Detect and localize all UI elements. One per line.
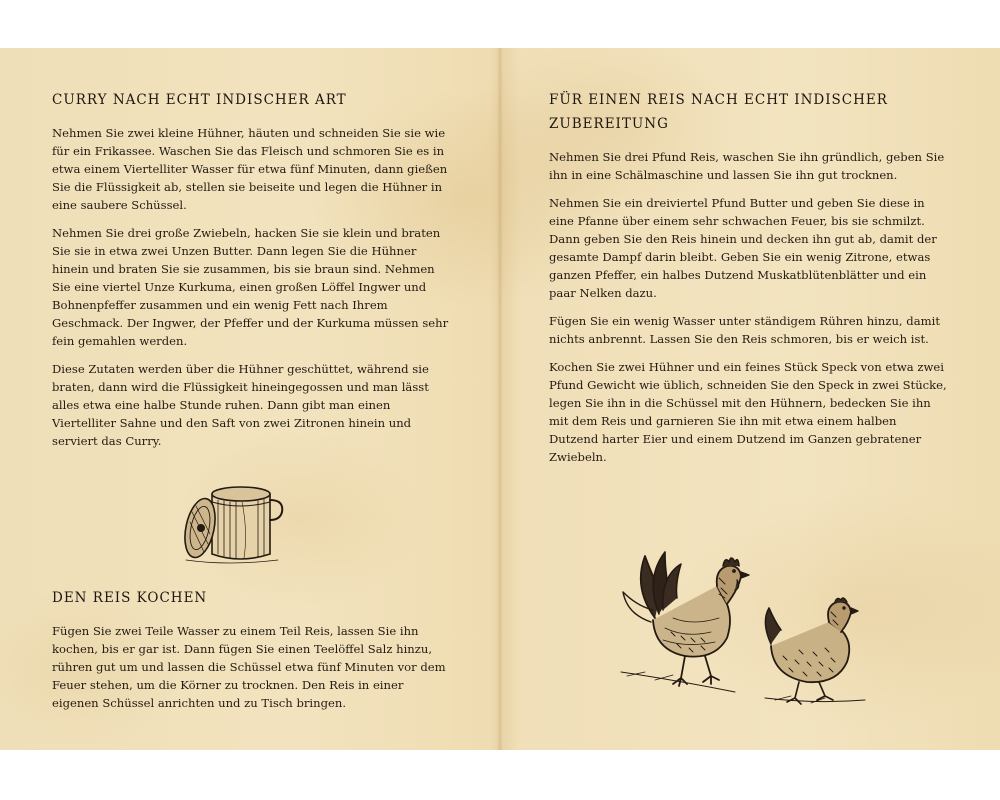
indian-rice-paragraph-3: Fügen Sie ein wenig Wasser unter ständigem Rühren hinzu, damit nichts anbrennt. Lassen Sie den Reis schmoren, bis er weich ist. [549, 314, 940, 346]
recipe-title-indian-rice: FÜR EINEN REIS NACH ECHT INDISCHER ZUBEREITUNG [549, 92, 888, 132]
indian-rice-paragraph-1: Nehmen Sie drei Pfund Reis, waschen Sie ihn gründlich, geben Sie ihn in eine Schälmaschine und lassen Sie ihn gut trocknen. [549, 150, 945, 182]
left-page-rice-section [52, 586, 452, 722]
rooster-and-hen-icon [615, 548, 885, 718]
curry-paragraph-1: Nehmen Sie zwei kleine Hühner, häuten und schneiden Sie sie wie für ein Frikassee. Waschen Sie das Fleisch und schmoren Sie es in etwa einem Viertelliter Wasser für etwa fünf Minuten, dann gießen Sie die Flüssigkeit ab, stellen sie beiseite und legen die Hühner in eine saubere Schüssel. [52, 126, 448, 212]
book-spread [0, 48, 1000, 750]
curry-paragraph-3: Diese Zutaten werden über die Hühner geschüttet, während sie braten, dann wird die Flüssigkeit hineingegossen und man lässt alles etwa eine halbe Stunde ruhen. Dann gibt man einen Viertelliter Sahne und den Saft von zwei Zitronen hinein und serviert das Curry. [52, 362, 429, 448]
indian-rice-paragraph-4: Kochen Sie zwei Hühner und ein feines Stück Speck von etwa zwei Pfund Gewicht wie üblich, schneiden Sie den Speck in zwei Stücke, legen Sie ihn in die Schüssel mit den Hühnern, bedecken Sie ihn mit dem Reis und garnieren Sie ihn mit etwa einem halben Dutzend harter Eier und einem Dutzend im Ganzen gebratener Zwiebeln. [549, 360, 947, 464]
recipe-title-rice-cooking: DEN REIS KOCHEN [52, 590, 208, 606]
curry-paragraph-2: Nehmen Sie drei große Zwiebeln, hacken Sie sie klein und braten Sie sie in etwa zwei Unzen Butter. Dann legen Sie die Hühner hinein und braten Sie sie zusammen, bis sie braun sind. Nehmen Sie eine viertel Unze Kurkuma, einen großen Löffel Ingwer und Bohnenpfeffer zusammen und ein wenig Fett nach Ihrem Geschmack. Der Ingwer, der Pfeffer und der Kurkuma müssen sehr fein gemahlen werden. [52, 226, 449, 348]
cooking-pot-icon [178, 472, 290, 568]
rice-cooking-paragraph: Fügen Sie zwei Teile Wasser zu einem Teil Reis, lassen Sie ihn kochen, bis er gar ist. Dann fügen Sie einen Teelöffel Salz hinzu, rühren gut um und lassen die Schüssel etwa fünf Minuten vor dem Feuer stehen, um die Körner zu trocknen. Den Reis in einer eigenen Schüssel anrichten und zu Tisch bringen. [52, 624, 446, 710]
recipe-title-curry: CURRY NACH ECHT INDISCHER ART [52, 92, 347, 108]
book-gutter [497, 48, 503, 750]
left-page-recipe [52, 88, 452, 460]
indian-rice-paragraph-2: Nehmen Sie ein dreiviertel Pfund Butter und geben Sie diese in eine Pfanne über einem sehr schwachen Feuer, bis sie schmilzt. Dann geben Sie den Reis hinein und decken ihn gut ab, damit der gesamte Dampf darin bleibt. Geben Sie ein wenig Zitrone, etwas ganzen Pfeffer, ein halbes Dutzend Muskatblütenblätter und ein paar Nelken dazu. [549, 196, 937, 300]
right-page-recipe [549, 88, 949, 476]
